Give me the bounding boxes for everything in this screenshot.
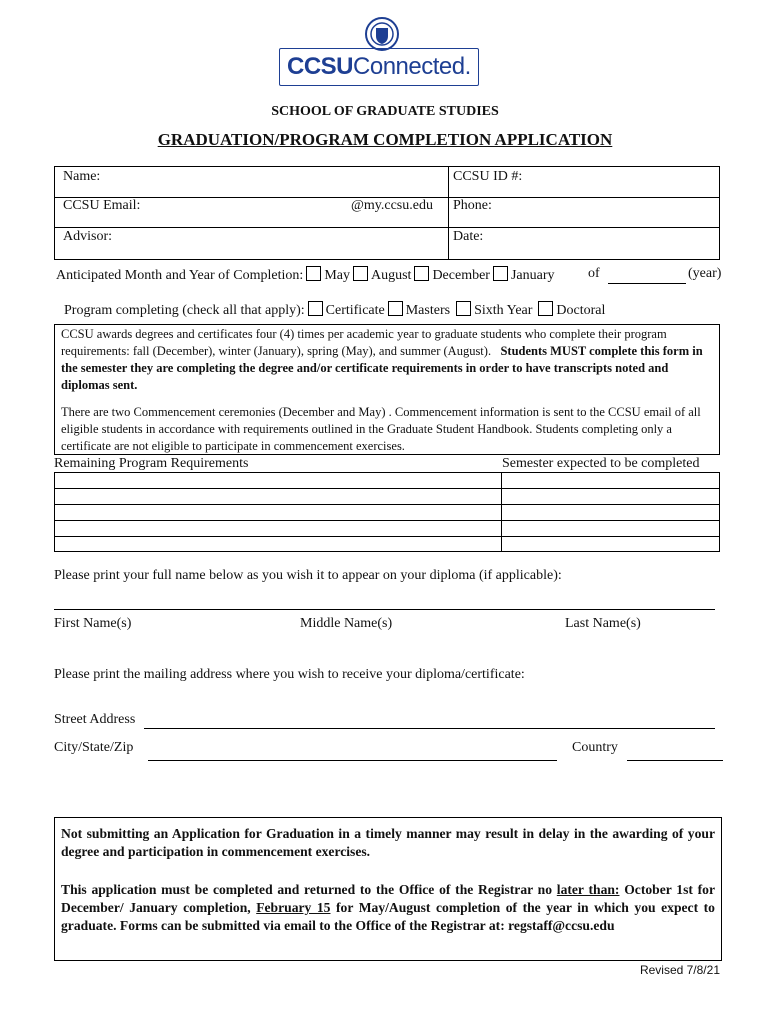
advisor-field[interactable]: Advisor: (63, 229, 112, 244)
requirements-col2-header: Semester expected to be completed (502, 456, 700, 471)
certificate-label: Certificate (325, 303, 385, 318)
notice-paragraph-2: This application must be completed and returned to the Office of the Registrar no later than: October 1st for December/ January completion, February 15 for May/August completion of the year in which you expect to graduate. Forms can be submitted via email to the Office of the Registrar at: regstaff@ccsu.edu (61, 882, 716, 933)
info-paragraph-1: CCSU awards degrees and certificates four (4) times per academic year to graduate students who complete their program requirements: fall (December), winter (January), spring (May), and summer (August). (61, 327, 667, 358)
requirements-col1-header: Remaining Program Requirements (54, 456, 249, 471)
school-name: SCHOOL OF GRADUATE STUDIES (271, 104, 499, 119)
masters-checkbox[interactable] (388, 301, 403, 316)
phone-field[interactable]: Phone: (453, 198, 492, 213)
form-title: GRADUATION/PROGRAM COMPLETION APPLICATION (157, 130, 613, 149)
completion-row (56, 266, 555, 284)
name-field[interactable]: Name: (63, 169, 101, 184)
diploma-name-line[interactable] (54, 609, 715, 610)
student-info-grid (54, 166, 720, 260)
revision-date: Revised 7/8/21 (639, 963, 720, 977)
middle-name-label: Middle Name(s) (300, 616, 393, 631)
date-field[interactable]: Date: (453, 229, 484, 244)
ccsu-connected-logo: CCSUConnected. (287, 53, 471, 80)
january-label: January (510, 268, 555, 283)
notice-paragraph-1: Not submitting an Application for Graduation in a timely manner may result in delay in the awarding of your degree and participation in commencement exercises. (61, 826, 715, 859)
august-checkbox[interactable] (353, 266, 368, 281)
january-checkbox[interactable] (493, 266, 508, 281)
december-label: December (432, 268, 490, 283)
of-label: of (588, 266, 600, 281)
completion-label: Anticipated Month and Year of Completion: (56, 268, 304, 283)
mailing-prompt: Please print the mailing address where you wish to receive your diploma/certificate: (54, 667, 525, 682)
year-label: (year) (688, 266, 722, 281)
country-line[interactable] (627, 760, 723, 761)
program-row (64, 301, 605, 319)
may-label: May (324, 268, 350, 283)
year-input-line[interactable] (608, 283, 686, 284)
doctoral-label: Doctoral (556, 303, 606, 318)
august-label: August (370, 268, 412, 283)
email-field[interactable]: CCSU Email: (63, 198, 141, 213)
diploma-prompt: Please print your full name below as you wish it to appear on your diploma (if applicable): (54, 568, 562, 583)
city-state-zip-label: City/State/Zip (54, 740, 134, 755)
sixth-year-checkbox[interactable] (456, 301, 471, 316)
country-label: Country (572, 740, 618, 755)
december-checkbox[interactable] (414, 266, 429, 281)
program-label: Program completing (check all that apply): (64, 303, 305, 318)
last-name-label: Last Name(s) (565, 616, 641, 631)
info-box (54, 324, 720, 455)
info-paragraph-1-bold: Students MUST complete this form in the semester they are completing the degree and/or certificate requirements in order to have transcripts noted and diplomas sent. (61, 344, 703, 392)
info-paragraph-2: There are two Commencement ceremonies (December and May) . Commencement information is sent to the CCSU email of all eligible students in accordance with requirements outlined in the Graduate Student Handbook. Students completing only a certificate are not eligible to participate in commencement exercises. (61, 405, 701, 453)
first-name-label: First Name(s) (54, 616, 132, 631)
deadline-notice (54, 817, 722, 961)
sixth-year-label: Sixth Year (474, 303, 533, 318)
may-checkbox[interactable] (306, 266, 321, 281)
requirements-table (54, 472, 720, 552)
masters-label: Masters (405, 303, 451, 318)
street-address-label: Street Address (54, 712, 136, 727)
certificate-checkbox[interactable] (308, 301, 323, 316)
street-address-line[interactable] (144, 728, 715, 729)
city-state-zip-line[interactable] (148, 760, 557, 761)
ccsu-id-field[interactable]: CCSU ID #: (453, 169, 523, 184)
doctoral-checkbox[interactable] (538, 301, 553, 316)
email-suffix: @my.ccsu.edu (351, 198, 433, 213)
